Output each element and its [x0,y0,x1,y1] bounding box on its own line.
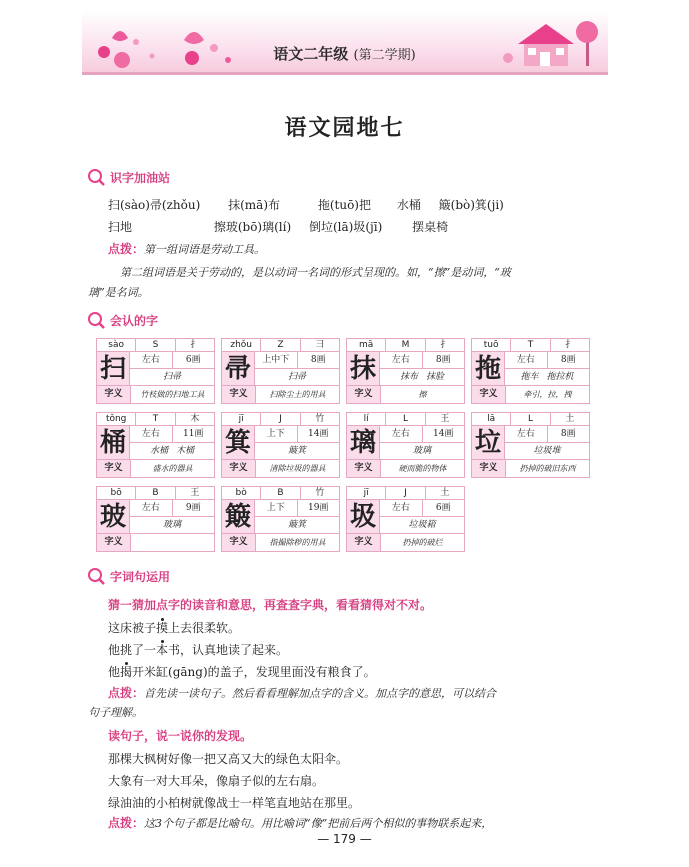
radical: 土 [440,488,450,498]
meaning-label: 字义 [222,460,256,477]
meaning-label: 字义 [347,386,381,403]
index-letter: L [511,413,550,425]
example-words [255,443,340,460]
radical: 彐 [315,340,325,350]
example-sentence: 他挑了一本书，认真地读了起来。 [108,643,289,657]
pinyin: bò [222,487,261,499]
pinyin: sào [97,339,136,351]
pinyin: zhǒu [222,339,261,351]
example-word: 木桶 [176,446,195,456]
structure: 左右 [505,352,548,368]
index-letter: J [261,413,300,425]
index-letter: Z [261,339,300,351]
radical: 土 [565,414,575,424]
character-card [96,412,215,478]
stroke-count: 8画 [560,355,576,365]
radical: 王 [440,414,450,424]
character-card [96,486,215,552]
pinyin: lā [472,413,511,425]
meaning-label: 字义 [222,534,256,551]
meaning: 盛水的器具 [152,464,193,473]
index-letter: L [386,413,425,425]
radical: 扌 [440,340,450,350]
structure: 左右 [380,352,423,368]
example-words [380,369,465,386]
structure: 上中下 [255,352,298,368]
meaning: 擦 [418,390,427,399]
character: 垃 [471,426,505,460]
meaning-label: 字义 [472,460,506,477]
structure: 左右 [130,426,173,442]
example-sentence: 他揭开米缸(gāng)的盖子，发现里面没有粮食了。 [108,665,376,679]
example-word: 玻璃 [412,446,431,456]
section-heading: 会认的字 [86,310,158,330]
stroke-count: 14画 [308,429,329,439]
section-heading: 识字加油站 [86,167,170,187]
example-word: 簸箕 [287,446,306,456]
radical: 扌 [190,340,200,350]
pinyin: jī [347,487,386,499]
example-words [130,517,215,534]
example-words [505,369,590,386]
radical: 扌 [565,340,575,350]
meaning: 扔掉的破烂 [402,538,443,547]
structure: 左右 [380,500,423,516]
example-word: 拖拉机 [546,372,574,382]
index-letter: T [511,339,550,351]
meaning-label: 字义 [97,460,131,477]
example-words [130,443,215,460]
tip-text: 句子理解。 [88,706,143,719]
meaning-label: 字义 [472,386,506,403]
example-sentence: 那棵大枫树好像一把又高又大的绿色太阳伞。 [108,752,349,766]
meaning: 牵引，拉，拽 [523,390,572,399]
stroke-count: 6画 [185,355,201,365]
example-word: 垃圾箱 [408,520,436,530]
character: 桶 [96,426,130,460]
radical: 竹 [315,488,325,498]
tip: 点拨：首先读一读句子。然后看看理解加点字的含义。加点字的意思，可以结合 [108,686,497,700]
meaning: 硬而脆的物体 [398,464,447,473]
book-title: 语文二年级 (第二学期) [273,45,416,63]
stroke-count: 8画 [435,355,451,365]
structure: 左右 [130,352,173,368]
meaning-label: 字义 [347,460,381,477]
structure: 上下 [255,426,298,442]
meaning-label: 字义 [347,534,381,551]
stroke-count: 11画 [183,429,204,439]
meaning [131,534,214,551]
meaning-label: 字义 [97,386,131,403]
task-instruction: 猜一猜加点字的读音和意思，再查查字典，看看猜得对不对。 [108,598,433,612]
radical: 王 [190,488,200,498]
character: 箕 [221,426,255,460]
meaning-label: 字义 [97,534,131,551]
header-divider [82,72,608,75]
structure: 左右 [380,426,423,442]
pinyin: jī [222,413,261,425]
character-card [221,412,340,478]
character-card [346,338,465,404]
index-letter: B [261,487,300,499]
meaning: 扔掉的破旧东西 [519,464,576,473]
character: 扫 [96,352,130,386]
character-card [471,412,590,478]
magnifier-icon [86,566,106,586]
magnifier-icon [86,310,106,330]
index-letter: M [386,339,425,351]
stroke-count: 6画 [435,503,451,513]
pinyin: mā [347,339,386,351]
example-word: 抹脸 [426,372,445,382]
meaning-label: 字义 [222,386,256,403]
stroke-count: 9画 [185,503,201,513]
example-words [380,443,465,460]
word-group-1: 扫(sào)帚(zhǒu) 抹(mā)布 拖(tuō)把 水桶 簸(bò)箕(ji) [108,198,504,212]
index-letter: B [136,487,175,499]
character: 抹 [346,352,380,386]
pinyin: tuō [472,339,511,351]
tip: 点拨：这3个句子都是比喻句。用比喻词“像”把前后两个相似的事物联系起来， [108,816,493,830]
example-word: 抹布 [399,372,418,382]
example-words [255,369,340,386]
character-card [221,486,340,552]
tip: 点拨：第一组词语是劳动工具。 [108,242,266,256]
character: 簸 [221,500,255,534]
character: 璃 [346,426,380,460]
example-sentence: 绿油油的小柏树就像战士一样笔直地站在那里。 [108,796,361,810]
tip-text: 璃”是名词。 [88,286,149,299]
character: 圾 [346,500,380,534]
task-instruction: 读句子，说一说你的发现。 [108,729,253,743]
example-sentence: 大象有一对大耳朵，像扇子似的左右扇。 [108,774,325,788]
character-card [346,486,465,552]
example-words [380,517,465,534]
character: 玻 [96,500,130,534]
radical: 木 [190,414,200,424]
example-word: 玻璃 [162,520,181,530]
character-card [221,338,340,404]
character-card [96,338,215,404]
example-word: 扫帚 [287,372,306,382]
stroke-count: 8画 [310,355,326,365]
index-letter: T [136,413,175,425]
pinyin: tǒng [97,413,136,425]
meaning: 扫除尘土的用具 [269,390,326,399]
structure: 上下 [255,500,298,516]
lesson-title: 语文园地七 [284,115,405,141]
index-letter: S [136,339,175,351]
example-word: 扫帚 [162,372,181,382]
magnifier-icon [86,167,106,187]
example-words [505,443,590,460]
pinyin: lí [347,413,386,425]
character-card [346,412,465,478]
tip-text: 第二组词语是关于劳动的，是以动词一名词的形式呈现的。如，“擦”是动词，“玻 [120,266,511,279]
meaning: 指撮除秽的用具 [269,538,326,547]
radical: 竹 [315,414,325,424]
meaning: 清除垃圾的器具 [269,464,326,473]
pinyin: bō [97,487,136,499]
example-word: 水桶 [149,446,168,456]
example-words [130,369,215,386]
character: 拖 [471,352,505,386]
stroke-count: 8画 [560,429,576,439]
structure: 左右 [505,426,548,442]
page-number: — 179 — [317,832,372,846]
example-words [255,517,340,534]
example-sentence: 这床被子摸上去很柔软。 [108,621,241,635]
stroke-count: 19画 [308,503,329,513]
meaning: 竹枝做的扫地工具 [140,390,205,399]
example-word: 拖车 [520,372,539,382]
example-word: 簸箕 [287,520,306,530]
character-card [471,338,590,404]
section-heading: 字词句运用 [86,566,170,586]
structure: 左右 [130,500,173,516]
stroke-count: 14画 [433,429,454,439]
character: 帚 [221,352,255,386]
word-group-2: 扫地 擦玻(bō)璃(lí) 倒垃(lā)圾(jī) 摆桌椅 [108,220,449,234]
example-word: 垃圾堆 [533,446,561,456]
index-letter: J [386,487,425,499]
